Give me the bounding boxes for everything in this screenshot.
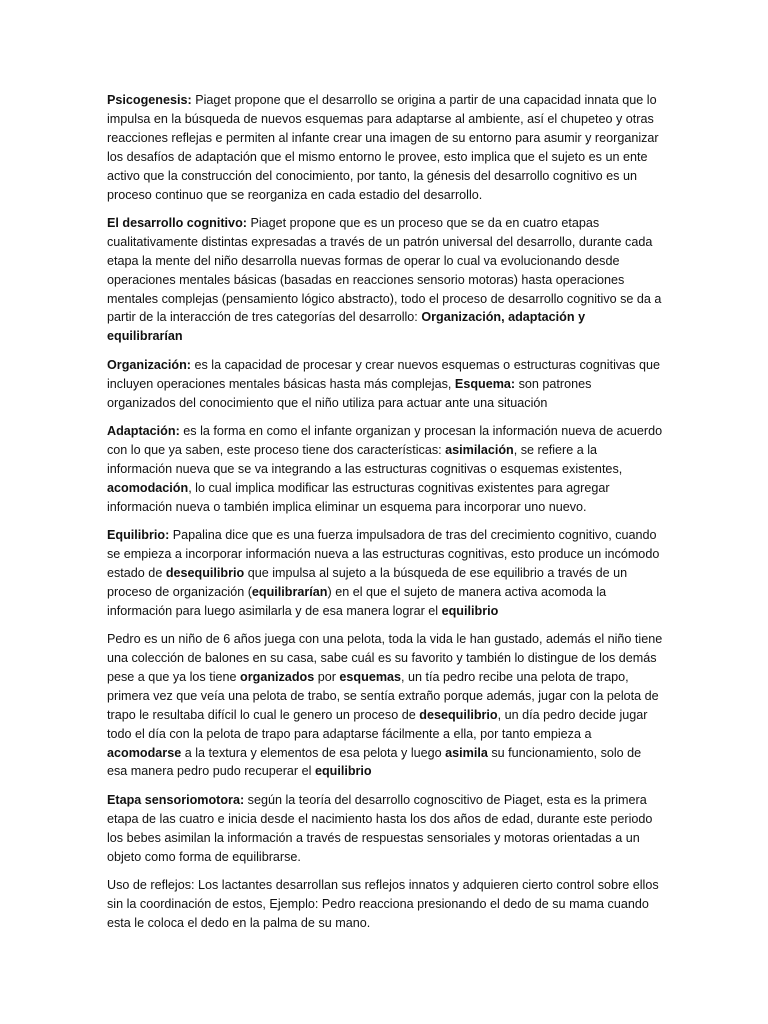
paragraph-ejemplo-pedro xyxy=(107,630,663,781)
body-text: a la textura y elementos de esa pelota y luego xyxy=(181,745,446,760)
body-text: por xyxy=(314,669,340,684)
bold-term: equilibrarían xyxy=(251,584,328,599)
body-text: Papalina dice que es una fuerza impulsadora de tras del crecimiento cognitivo, cuando se empieza a incorporar información nueva a las estructuras cognitivas, esto produce un incómodo estado de xyxy=(107,528,660,580)
paragraph-uso-de-reflejos xyxy=(107,876,663,933)
body-text: Piaget propone que el desarrollo se origina a partir de una capacidad innata que lo impulsa en la búsqueda de nuevos esquemas para adaptarse al ambiente, así el chupeteo y otras reacciones reflejas e permiten al infante crear una imagen de su entorno para asumir y reorganizar los desafíos de adaptación que el mismo entorno le provee, esto implica que el sujeto es un ente activo que la construcción del conocimiento, por tanto, la génesis del desarrollo cognitivo es un proceso continuo que se reorganiza en cada estadio del desarrollo. xyxy=(107,93,659,202)
body-text: que impulsa al sujeto a la búsqueda de ese equilibrio a través de un proceso de organización ( xyxy=(107,565,628,599)
body-text: Pedro es un niño de 6 años juega con una pelota, toda la vida le han gustado, además el niño tiene una colección de balones en su casa, sabe cuál es su favorito y también lo distingue de los demás pese a que ya los tiene xyxy=(107,632,663,684)
bold-term: Organización: xyxy=(107,357,191,372)
bold-term: organizados xyxy=(240,669,315,684)
paragraph-psicogenesis xyxy=(107,91,663,204)
body-text: , un día pedro decide jugar todo el día con la pelota de trapo para adaptarse fácilmente a ella, por tanto empieza a xyxy=(107,707,648,741)
body-text: su funcionamiento, solo de esa manera pedro pudo recuperar el xyxy=(107,745,642,779)
bold-term: desequilibrio xyxy=(419,707,498,722)
body-text: según la teoría del desarrollo cognoscitivo de Piaget, esta es la primera etapa de las cuatro e inicia desde el nacimiento hasta los dos años de edad, durante este periodo los bebes asimilan la información a través de respuestas sensoriales y motoras orientadas a un objeto como forma de equilibrarse. xyxy=(107,792,653,864)
bold-term: El desarrollo cognitivo: xyxy=(107,215,247,230)
bold-term: acomodación xyxy=(107,480,189,495)
bold-term: Adaptación: xyxy=(107,424,180,438)
body-text: , un tía pedro recibe una pelota de trapo, primera vez que veía una pelota de trabo, se sentía extraño porque además, jugar con la pelota de trapo le resultaba difícil lo cual le genero un proceso de xyxy=(107,669,659,722)
body-text: Uso de reflejos: Los lactantes desarrollan sus reflejos innatos y adquieren cierto control sobre ellos sin la coordinación de estos, Ejemplo: Pedro reacciona presionando el dedo de su mama cuando esta le coloca el dedo en la palma de su mano. xyxy=(107,877,659,930)
paragraph-adaptacion xyxy=(107,422,663,517)
bold-term: Psicogenesis: xyxy=(107,93,192,107)
paragraph-etapa-sensoriomotora xyxy=(107,791,663,867)
bold-term: esquemas xyxy=(339,669,402,684)
body-text: , lo cual implica modificar las estructuras cognitivas existentes para agregar información nueva o también implica eliminar un esquema para incorporar uno nuevo. xyxy=(107,480,610,514)
paragraph-organizacion xyxy=(107,356,663,413)
body-text: ) en el que el sujeto de manera activa acomoda la información para luego asimilarla y de esa manera lograr el xyxy=(107,584,607,618)
document-page xyxy=(107,91,663,942)
bold-term: equilibrio xyxy=(441,603,499,618)
bold-term: Esquema: xyxy=(454,376,516,391)
body-text: , se refiere a la información nueva que se va integrando a las estructuras cognitivas o esquemas existentes, xyxy=(107,442,623,476)
bold-term: desequilibrio xyxy=(165,565,245,580)
bold-term: Equilibrio: xyxy=(107,528,170,543)
body-text: es la forma en como el infante organizan y procesan la información nueva de acuerdo con lo que ya saben, este proceso tiene dos características: xyxy=(107,424,663,457)
body-text: Piaget propone que es un proceso que se da en cuatro etapas cualitativamente distintas expresadas a través de un patrón universal del desarrollo, durante cada etapa la mente del niño desarrolla nuevas formas de operar lo cual va evolucionando desde operaciones mentales básicas (basadas en reacciones sensorio motoras) hasta operaciones mentales complejas (pensamiento lógico abstracto), todo el proceso de desarrollo cognitivo se da a partir de la interacción de tres categorías del desarrollo: xyxy=(107,215,662,325)
bold-term: acomodarse xyxy=(107,745,182,760)
bold-term: Etapa sensoriomotora: xyxy=(107,792,245,807)
bold-term: equilibrio xyxy=(314,764,372,779)
paragraph-equilibrio xyxy=(107,526,663,621)
bold-term: asimilación xyxy=(445,442,514,457)
body-text: son patrones organizados del conocimiento que el niño utiliza para actuar ante una situación xyxy=(107,376,592,410)
body-text: es la capacidad de procesar y crear nuevos esquemas o estructuras cognitivas que incluyen operaciones mentales básicas hasta más complejas, xyxy=(107,357,660,391)
paragraph-desarrollo-cognitivo xyxy=(107,214,663,346)
bold-term: asimila xyxy=(445,745,488,760)
bold-term: Organización, adaptación y equilibrarían xyxy=(107,310,586,344)
